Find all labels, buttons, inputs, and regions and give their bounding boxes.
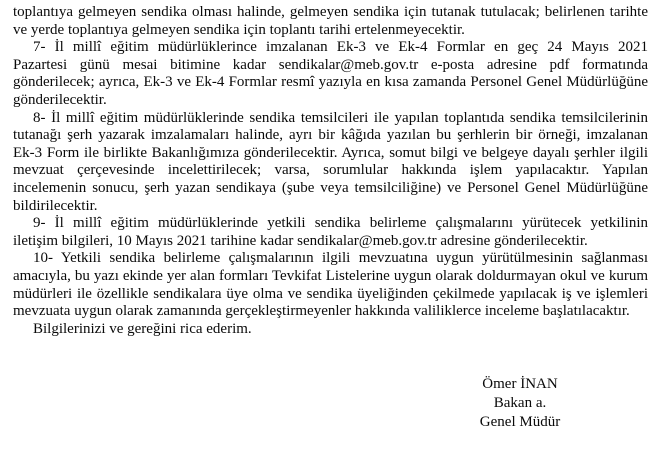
text-line: 8- İl millî eğitim müdürlüklerinde sendika temsilcileri ile yapılan toplantıda sendika temsilcilerinin bbox=[33, 109, 648, 126]
text-line: 10- Yetkili sendika belirleme çalışmalarının ilgili mevzuatına uygun yürütülmesinin sağlanması bbox=[33, 250, 648, 267]
signature-block bbox=[420, 375, 620, 432]
paragraph-continuation bbox=[13, 4, 648, 39]
signatory-title: Genel Müdür bbox=[479, 414, 561, 431]
text-line: Pazartesi günü mesai bitimine kadar sendikalar@meb.gov.tr e-posta adresine pdf formatında bbox=[13, 56, 648, 73]
text-line: 7- İl millî eğitim müdürlüklerince imzalanan Ek-3 ve Ek-4 Formlar en geç 24 Mayıs 2021 bbox=[33, 39, 648, 56]
text-line: gönderilecek; ayrıca, Ek-3 ve Ek-4 Formlar resmî yazıyla en kısa zamanda Personel Genel Müdürlüğüne bbox=[13, 74, 648, 91]
text-line: mevzuata uygun olarak zamanında gerçekleştirmeyenler hakkında valiliklerce inceleme başlatılacaktır. bbox=[13, 303, 630, 320]
paragraph-item-8 bbox=[13, 110, 648, 216]
text-line: Ek-3 Form ile birlikte Bakanlığımıza gönderilecektir. Ayrıca, somut bilgi ve belgeye dayalı şerhler ilgili bbox=[13, 144, 648, 161]
paragraph-item-9 bbox=[13, 215, 648, 250]
signatory-name: Ömer İNAN bbox=[482, 376, 558, 393]
text-line: bildirilecektir. bbox=[13, 197, 98, 214]
closing-line: Bilgilerinizi ve gereğini rica ederim. bbox=[33, 320, 252, 337]
text-line: amacıyla, bu yazı ekinde yer alan formları Tevkifat Listelerine uygun olarak doldurmayan okul ve kurum bbox=[13, 267, 648, 284]
paragraph-item-7 bbox=[13, 39, 648, 109]
text-line: incelemenin sonucu, şerh yazan sendikaya (şube veya temsilciliğine) ve Personel Genel Müdürlüğüne bbox=[13, 179, 648, 196]
text-line: ve yerde toplantıya gelmeyen sendika için toplantı tarihi ertelenmeyecektir. bbox=[13, 21, 465, 38]
text-line: toplantıya gelmeyen sendika olması halinde, gelmeyen sendika için tutanak tutulacak; belirlenen tarihte bbox=[13, 4, 648, 20]
text-line: 9- İl millî eğitim müdürlüklerinde yetkili sendika belirleme çalışmalarını yürütecek yetkilinin bbox=[33, 215, 648, 232]
text-line: müdürleri ile özellikle sendikalara üye olma ve sendika üyeliğinden çekilmede yapılacak iş ve işlemleri bbox=[13, 285, 648, 302]
text-line: gönderilecektir. bbox=[13, 91, 107, 108]
text-line: mevzuat çerçevesinde incelettirilecek; varsa, sorumlular hakkında işlem yapılacaktır. Yapılan bbox=[13, 162, 648, 179]
text-line: tutanağı şerh yazarak imzalamaları halinde, ayrı bir kâğıda yazılan bu şerhlerin bir örneği, imzalanan bbox=[13, 127, 648, 144]
signatory-capacity: Bakan a. bbox=[493, 395, 547, 412]
paragraph-item-10 bbox=[13, 250, 648, 320]
text-line: iletişim bilgileri, 10 Mayıs 2021 tarihine kadar sendikalar@meb.gov.tr adresine gönderilecektir. bbox=[13, 232, 588, 249]
